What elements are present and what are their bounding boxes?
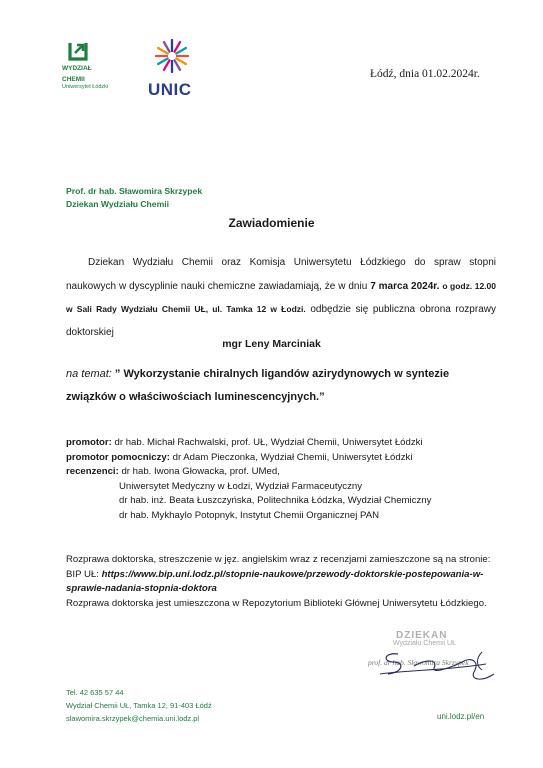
stamp-title: DZIEKAN — [396, 630, 448, 641]
faculty-logo-line2: CHEMII — [62, 76, 85, 83]
faculty-logo — [62, 40, 132, 91]
unic-logo — [148, 38, 208, 100]
footer-phone: Tel. 42 635 57 44 — [66, 688, 124, 697]
note-text-2: Rozprawa doktorska jest umieszczona w Repozytorium Biblioteki Głównej Uniwersytetu Łódzkiego. — [66, 597, 487, 609]
document-heading: Zawiadomienie — [228, 216, 315, 230]
committee-block — [66, 436, 506, 523]
unic-star-icon — [152, 38, 192, 74]
unic-star-ray — [164, 42, 170, 52]
reviewer-1: dr hab. Iwona Głowacka, prof. UMed, — [118, 466, 280, 477]
unic-star-ray — [175, 42, 181, 52]
bip-link[interactable]: https://www.bip.uni.lodz.pl/stopnie-naukowe/przewody-doktorskie-postepowania-w-sprawie-nadania-stopnia-doktora — [66, 568, 484, 594]
faculty-logo-line3: Uniwersytet Łódzki — [62, 84, 109, 90]
announcement-text-2: odbędzie się publiczna obrona rozprawy doktorskiej — [66, 304, 496, 338]
footer-contact — [66, 686, 212, 725]
stamp-unit: Wydziału Chemii UŁ — [393, 640, 456, 647]
promotor-label: promotor: — [66, 437, 112, 448]
letter-date: Łódź, dnia 01.02.2024r. — [370, 68, 480, 80]
unic-star-ray — [176, 48, 186, 54]
sender-name: Prof. dr hab. Sławomira Skrzypek — [66, 186, 203, 196]
promotor-value: dr hab. Michał Rachwalski, prof. UŁ, Wydział Chemii, Uniwersytet Łódzki — [111, 437, 423, 448]
footer-address: Wydział Chemii UŁ, Tamka 12, 91-403 Łódź — [66, 701, 212, 710]
sender-title: Dziekan Wydziału Chemii — [66, 199, 169, 209]
announcement-paragraph — [66, 252, 496, 344]
handwritten-signature — [370, 644, 505, 689]
thesis-availability-note — [66, 553, 506, 611]
reviewers-label: recenzenci: — [66, 466, 119, 477]
topic-title: ” Wykorzystanie chiralnych ligandów azirydynowych w syntezie związków o właściwościach luminescencyjnych.” — [66, 368, 450, 403]
reviewer-2: dr hab. inż. Beata Łuszczyńska, Politechnika Łódzka, Wydział Chemiczny — [119, 495, 432, 506]
faculty-logo-line1: WYDZIAŁ — [62, 65, 92, 72]
candidate-name: mgr Leny Marciniak — [222, 338, 321, 350]
sender-block — [66, 185, 202, 211]
unic-star-ray — [164, 60, 170, 70]
stamp-name: prof. dr hab. Sławomira Skrzypek — [368, 658, 469, 667]
unic-star-ray — [176, 59, 186, 65]
footer-website-link[interactable]: uni.lodz.pl/en — [437, 712, 485, 721]
unic-star-ray — [175, 60, 181, 70]
assistant-value: dr Adam Pieczonka, Wydział Chemii, Uniwersytet Łódzki — [169, 451, 413, 463]
reviewers-line — [66, 465, 506, 480]
topic-label: na temat: — [66, 368, 112, 380]
defense-place: o godz. 12.00 w Sali Rady Wydziału Chemii UŁ, ul. Tamka 12 w Łodzi. — [66, 280, 496, 314]
faculty-logo-icon — [67, 40, 89, 62]
unic-star-ray — [158, 59, 168, 65]
promotor-line — [66, 436, 506, 451]
announcement-text-1: Dziekan Wydziału Chemii oraz Komisja Uniwersytetu Łódzkiego do spraw stopni naukowych w dyscyplinie nauki chemiczne zawiadamiają, że w dniu — [66, 257, 496, 292]
unic-star-ray — [158, 48, 168, 54]
reviewer-3: dr hab. Mykhaylo Potopnyk, Instytut Chemii Organicznej PAN — [119, 509, 380, 521]
defense-date: 7 marca 2024r. — [370, 280, 440, 292]
footer-email[interactable]: slawomira.skrzypek@chemia.uni.lodz.pl — [66, 714, 200, 723]
assistant-line — [66, 451, 506, 466]
note-text-1: Rozprawa doktorska, streszczenie w jęz. angielskim wraz z recenzjami zamieszczone są na stronie: BIP UŁ: — [66, 554, 491, 580]
assistant-label: promotor pomocniczy: — [66, 451, 170, 463]
reviewer-1-affiliation: Uniwersytet Medyczny w Łodzi, Wydział Farmaceutyczny — [119, 480, 363, 492]
thesis-topic — [66, 363, 496, 408]
unic-logo-text: UNIC — [148, 80, 192, 99]
